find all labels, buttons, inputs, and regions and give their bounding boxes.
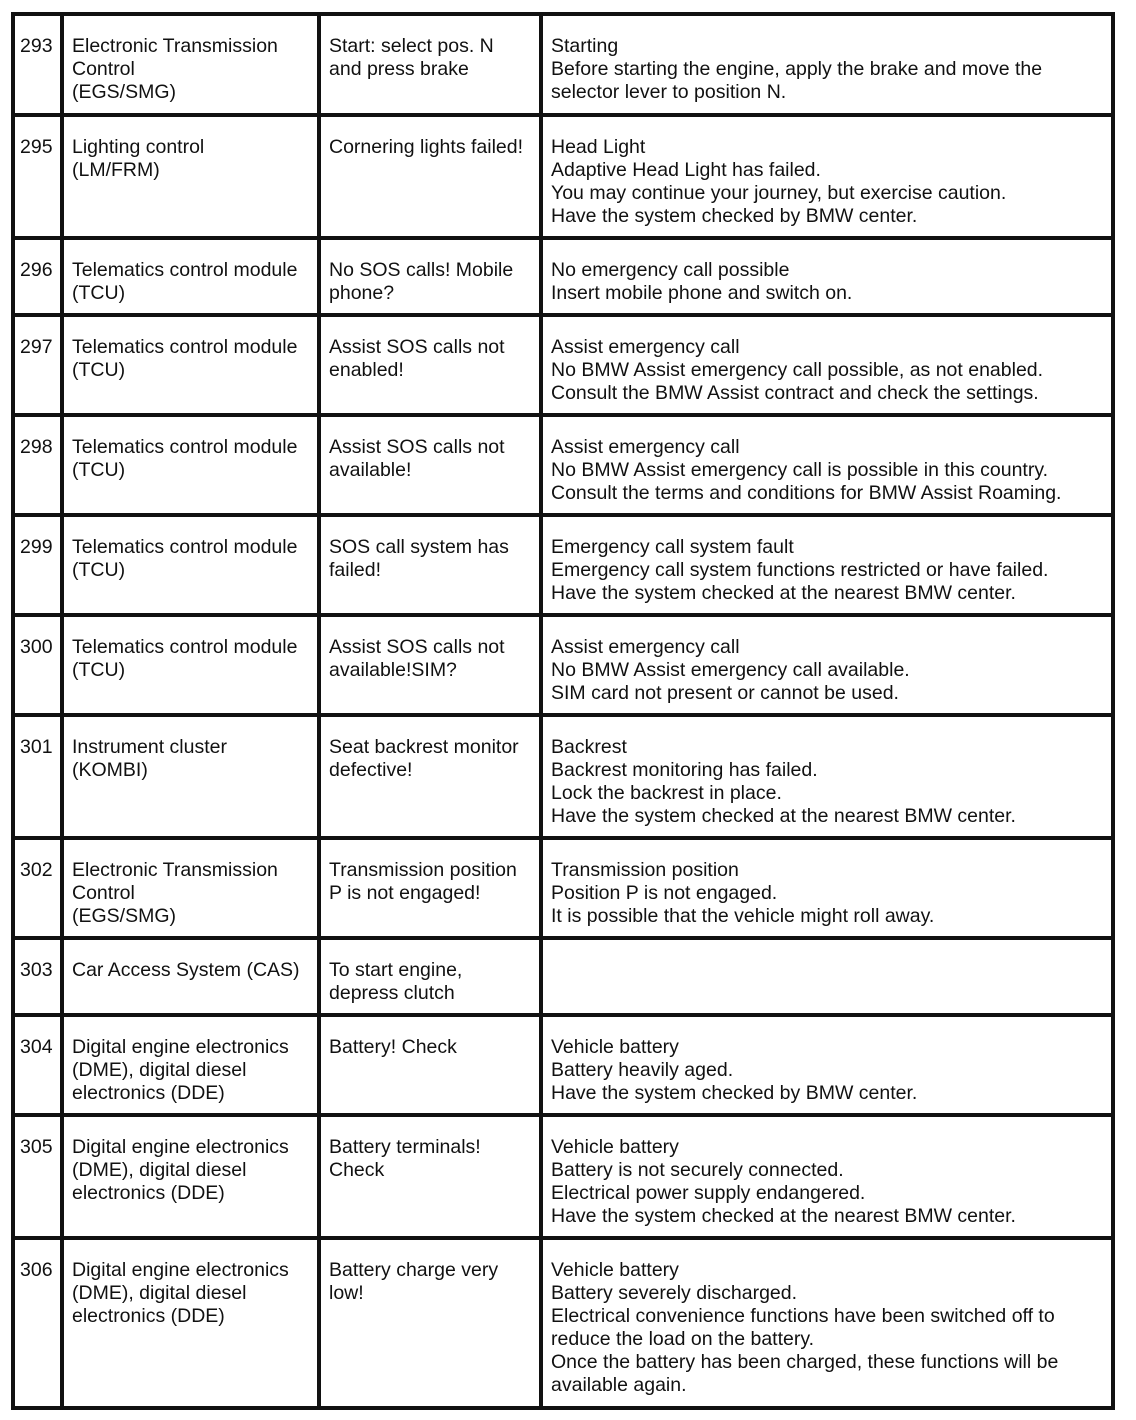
message-number: 301 [20, 736, 53, 758]
description-line: Head Light [551, 136, 646, 158]
description-cell [541, 415, 1113, 515]
description-line: Vehicle battery [551, 1036, 679, 1058]
module-line: Control [72, 58, 135, 80]
message-line: P is not engaged! [329, 882, 481, 904]
description-line: Vehicle battery [551, 1136, 679, 1158]
module-line: (DME), digital diesel [72, 1282, 247, 1304]
description-line: Once the battery has been charged, these functions will be [551, 1351, 1059, 1373]
description-cell [541, 615, 1113, 715]
description-line: Battery is not securely connected. [551, 1159, 844, 1181]
description-line: reduce the load on the battery. [551, 1328, 815, 1350]
description-line: You may continue your journey, but exercise caution. [551, 182, 1007, 204]
description-line: Electrical power supply endangered. [551, 1182, 866, 1204]
table-row [13, 1115, 1113, 1238]
table-row [13, 115, 1113, 238]
message-line: To start engine, [329, 959, 463, 981]
description-line: Before starting the engine, apply the brake and move the [551, 58, 1043, 80]
description-line: Backrest monitoring has failed. [551, 759, 818, 781]
check-control-messages-table [11, 12, 1115, 1410]
message-number: 295 [20, 136, 53, 158]
description-line: Transmission position [551, 859, 739, 881]
description-cell [541, 1015, 1113, 1115]
module-cell [62, 938, 319, 1015]
description-line: Assist emergency call [551, 436, 740, 458]
module-line: (DME), digital diesel [72, 1059, 247, 1081]
description-line: Adaptive Head Light has failed. [551, 159, 821, 181]
message-cell [319, 1238, 541, 1408]
table-row [13, 238, 1113, 315]
description-line: Assist emergency call [551, 336, 740, 358]
module-line: Lighting control [72, 136, 205, 158]
message-number-cell [13, 115, 62, 238]
description-cell [541, 515, 1113, 615]
description-cell [541, 14, 1113, 115]
module-cell [62, 615, 319, 715]
description-cell [541, 1238, 1113, 1408]
module-line: electronics (DDE) [72, 1182, 225, 1204]
description-line: Starting [551, 35, 619, 57]
table-row [13, 14, 1113, 115]
message-line: phone? [329, 282, 395, 304]
module-cell [62, 238, 319, 315]
description-line: Have the system checked by BMW center. [551, 1082, 918, 1104]
message-number: 298 [20, 436, 53, 458]
description-line: Vehicle battery [551, 1259, 679, 1281]
table-row [13, 315, 1113, 415]
description-cell [541, 315, 1113, 415]
module-line: Telematics control module [72, 259, 298, 281]
message-number-cell [13, 14, 62, 115]
description-cell [541, 115, 1113, 238]
message-line: available! [329, 459, 412, 481]
table-row [13, 415, 1113, 515]
description-line: Backrest [551, 736, 627, 758]
message-cell [319, 1115, 541, 1238]
description-line: Have the system checked by BMW center. [551, 205, 918, 227]
message-number: 296 [20, 259, 53, 281]
message-cell [319, 315, 541, 415]
module-line: Car Access System (CAS) [72, 959, 300, 981]
message-number: 303 [20, 959, 53, 981]
message-line: Seat backrest monitor [329, 736, 519, 758]
message-cell [319, 838, 541, 938]
module-line: electronics (DDE) [72, 1305, 225, 1327]
message-line: Battery charge very [329, 1259, 499, 1281]
module-cell [62, 1115, 319, 1238]
module-cell [62, 415, 319, 515]
description-cell [541, 938, 1113, 1015]
message-number-cell [13, 515, 62, 615]
message-cell [319, 715, 541, 838]
message-line: Battery terminals! [329, 1136, 481, 1158]
module-cell [62, 515, 319, 615]
description-line: Have the system checked at the nearest BMW center. [551, 805, 1016, 827]
description-cell [541, 715, 1113, 838]
message-number-cell [13, 1238, 62, 1408]
description-line: Electrical convenience functions have been switched off to [551, 1305, 1055, 1327]
description-line: It is possible that the vehicle might roll away. [551, 905, 935, 927]
description-line: Emergency call system fault [551, 536, 794, 558]
module-line: Control [72, 882, 135, 904]
message-line: Assist SOS calls not [329, 336, 505, 358]
description-line: Assist emergency call [551, 636, 740, 658]
module-line: Telematics control module [72, 436, 298, 458]
message-number-cell [13, 1015, 62, 1115]
description-line: No BMW Assist emergency call possible, as not enabled. [551, 359, 1044, 381]
message-line: No SOS calls! Mobile [329, 259, 514, 281]
message-cell [319, 115, 541, 238]
description-cell [541, 238, 1113, 315]
module-line: (DME), digital diesel [72, 1159, 247, 1181]
module-line: Instrument cluster [72, 736, 227, 758]
module-line: (LM/FRM) [72, 159, 160, 181]
module-line: Electronic Transmission [72, 35, 278, 57]
description-line: Consult the terms and conditions for BMW Assist Roaming. [551, 482, 1062, 504]
message-line: failed! [329, 559, 382, 581]
message-line: Start: select pos. N [329, 35, 494, 57]
message-number: 302 [20, 859, 53, 881]
message-number-cell [13, 238, 62, 315]
module-line: (EGS/SMG) [72, 81, 177, 103]
message-number-cell [13, 615, 62, 715]
description-line: No BMW Assist emergency call is possible in this country. [551, 459, 1049, 481]
message-number-cell [13, 315, 62, 415]
message-number: 306 [20, 1259, 53, 1281]
table-row [13, 938, 1113, 1015]
message-line: low! [329, 1282, 364, 1304]
module-line: Electronic Transmission [72, 859, 278, 881]
module-cell [62, 315, 319, 415]
description-line: No BMW Assist emergency call available. [551, 659, 910, 681]
message-cell [319, 14, 541, 115]
table-body [13, 14, 1113, 1408]
message-number: 297 [20, 336, 53, 358]
description-line: Emergency call system functions restricted or have failed. [551, 559, 1049, 581]
table-row [13, 1015, 1113, 1115]
module-cell [62, 715, 319, 838]
message-line: depress clutch [329, 982, 455, 1004]
description-line: Battery heavily aged. [551, 1059, 734, 1081]
description-line: Have the system checked at the nearest BMW center. [551, 582, 1016, 604]
message-cell [319, 415, 541, 515]
message-number: 305 [20, 1136, 53, 1158]
module-line: Telematics control module [72, 636, 298, 658]
message-cell [319, 515, 541, 615]
module-line: Digital engine electronics [72, 1259, 289, 1281]
message-line: Assist SOS calls not [329, 636, 505, 658]
description-line: Lock the backrest in place. [551, 782, 782, 804]
message-line: and press brake [329, 58, 469, 80]
description-line: Battery severely discharged. [551, 1282, 798, 1304]
message-cell [319, 615, 541, 715]
description-cell [541, 838, 1113, 938]
module-cell [62, 115, 319, 238]
description-cell [541, 1115, 1113, 1238]
message-number: 299 [20, 536, 53, 558]
message-line: defective! [329, 759, 413, 781]
message-cell [319, 1015, 541, 1115]
message-line: SOS call system has [329, 536, 509, 558]
message-number-cell [13, 1115, 62, 1238]
module-cell [62, 1238, 319, 1408]
message-line: Battery! Check [329, 1036, 457, 1058]
module-line: (TCU) [72, 459, 126, 481]
table-row [13, 1238, 1113, 1408]
module-line: (EGS/SMG) [72, 905, 177, 927]
table-row [13, 838, 1113, 938]
message-number: 300 [20, 636, 53, 658]
module-line: Digital engine electronics [72, 1036, 289, 1058]
module-line: Telematics control module [72, 336, 298, 358]
message-line: Transmission position [329, 859, 517, 881]
description-line: Have the system checked at the nearest BMW center. [551, 1205, 1016, 1227]
message-line: enabled! [329, 359, 404, 381]
message-number-cell [13, 838, 62, 938]
module-line: Digital engine electronics [72, 1136, 289, 1158]
table-row [13, 515, 1113, 615]
message-cell [319, 238, 541, 315]
module-line: electronics (DDE) [72, 1082, 225, 1104]
module-line: Telematics control module [72, 536, 298, 558]
module-line: (TCU) [72, 359, 126, 381]
module-line: (KOMBI) [72, 759, 148, 781]
module-cell [62, 838, 319, 938]
module-cell [62, 14, 319, 115]
description-line: No emergency call possible [551, 259, 790, 281]
message-line: Cornering lights failed! [329, 136, 524, 158]
description-line: available again. [551, 1374, 687, 1396]
message-line: Check [329, 1159, 385, 1181]
message-line: Assist SOS calls not [329, 436, 505, 458]
module-line: (TCU) [72, 559, 126, 581]
module-line: (TCU) [72, 659, 126, 681]
message-number-cell [13, 715, 62, 838]
description-line: Position P is not engaged. [551, 882, 778, 904]
description-line: Insert mobile phone and switch on. [551, 282, 853, 304]
message-number: 304 [20, 1036, 53, 1058]
message-number: 293 [20, 35, 53, 57]
table-row [13, 615, 1113, 715]
module-cell [62, 1015, 319, 1115]
message-number-cell [13, 938, 62, 1015]
message-number-cell [13, 415, 62, 515]
description-line: SIM card not present or cannot be used. [551, 682, 899, 704]
description-line: selector lever to position N. [551, 81, 787, 103]
table-row [13, 715, 1113, 838]
description-line: Consult the BMW Assist contract and check the settings. [551, 382, 1039, 404]
module-line: (TCU) [72, 282, 126, 304]
message-cell [319, 938, 541, 1015]
message-line: available!SIM? [329, 659, 457, 681]
